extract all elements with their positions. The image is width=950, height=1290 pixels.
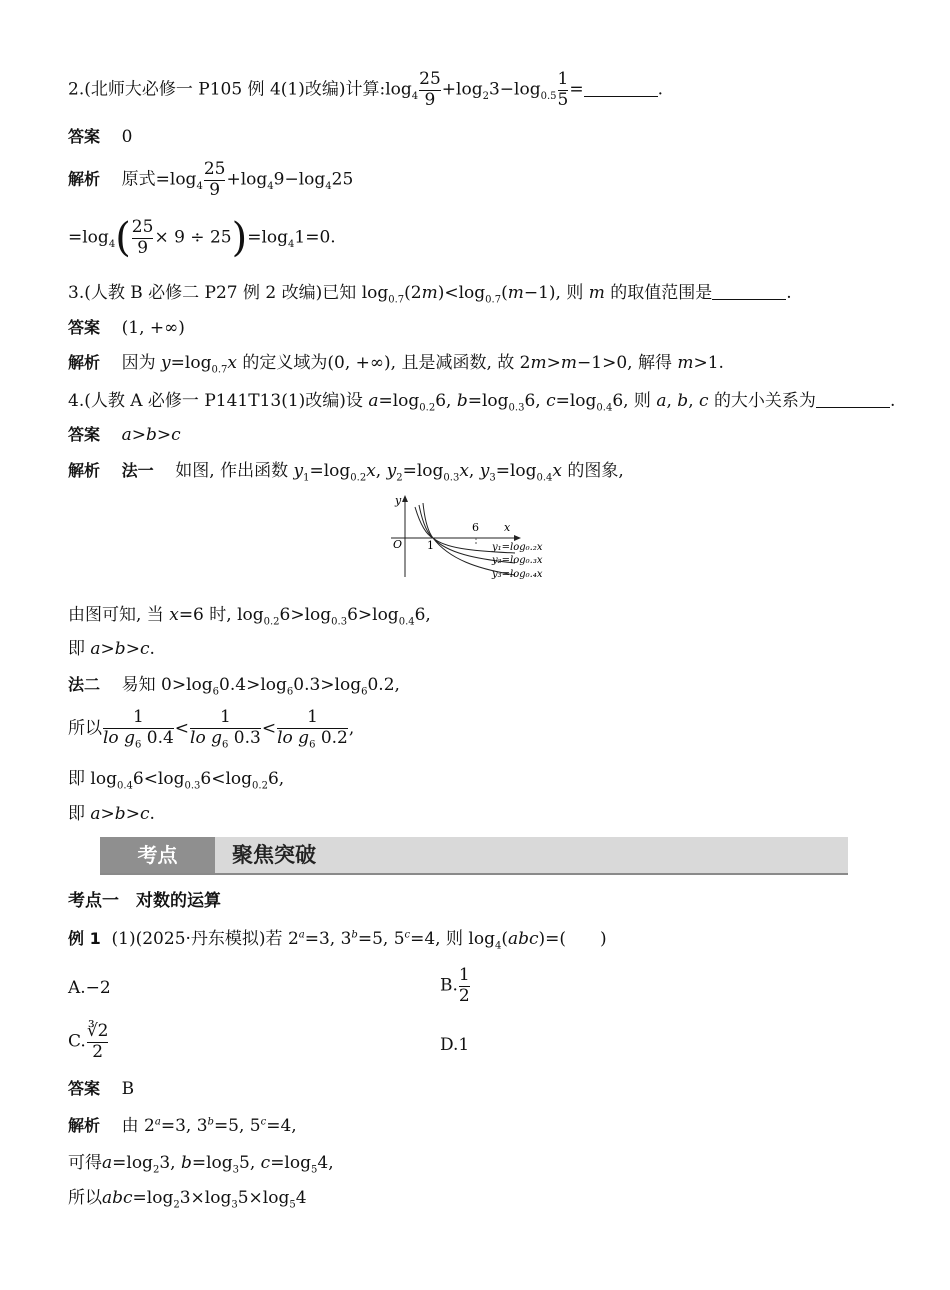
option-c: C. $\frac{∛2}{2}$ bbox=[68, 1021, 109, 1062]
section-title: 聚焦突破 bbox=[232, 843, 316, 867]
q2-answer: 答案 0 bbox=[68, 127, 133, 147]
q3-line: 3.(人教 B 必修二 P27 例 2 改编)已知 $\log_{0.7}(2m)<\log_{0.7}(m-1)$, 则 m 的取值范围是 . bbox=[68, 283, 792, 306]
q4-conclusion-1: 由图可知, 当 x=6 时, $\log_{0.2}6>\log_{0.3}6>\log_{0.4}6$, bbox=[68, 605, 431, 628]
q4-method2-fractions: 所以 $\frac{1}{lo g_6 0.4}$ < $\frac{1}{lo g_6 0.3}$ < $\frac{1}{lo g_6 0.2}$ , bbox=[68, 707, 355, 750]
svg-text:6: 6 bbox=[472, 521, 479, 534]
svg-text:x: x bbox=[504, 521, 511, 534]
q4-explanation: 解析 法一 如图, 作出函数 $y_1=\log_{0.2}x$, $y_2=\log_{0.3}x$, $y_3=\log_{0.4}x$ 的图象, bbox=[68, 461, 624, 484]
q4-method2-conclusion: 即 a>b>c. bbox=[68, 804, 155, 824]
svg-text:y₂=log₀.₃x: y₂=log₀.₃x bbox=[492, 555, 543, 566]
q3-explanation: 解析 因为 $y=\log_{0.7}x$ 的定义域为(0, +∞), 且是减函数, 故 2m>m−1>0, 解得 m>1. bbox=[68, 353, 724, 376]
q2-explanation: 解析 原式$=\log_4$ $\frac{25}{9}$ $+\log_49-\log_425$ bbox=[68, 159, 354, 200]
svg-text:O: O bbox=[393, 538, 403, 551]
answer-blank bbox=[816, 390, 890, 408]
q2-line: 2.(北师大必修一 P105 例 4(1)改编)计算$:\log_4$ $\frac{25}{9}$ $+\log_23-\log_{0.5}$ $\frac{1}{5}$ = . bbox=[68, 69, 663, 110]
ex1-explanation-3: 所以$abc=\log_23\times\log_35\times\log_54$ bbox=[68, 1188, 307, 1211]
example1: 例 1 (1)(2025·丹东模拟)若 $2^a=3$, $3^b=5$, $5^c=4$, 则 $\log_4(abc)=$( ) bbox=[68, 929, 607, 952]
log-graph bbox=[385, 493, 565, 585]
ex1-explanation: 解析 由 $2^a=3$, $3^b=5$, $5^c=4$, bbox=[68, 1116, 297, 1136]
option-d: D.1 bbox=[440, 1035, 470, 1055]
q4-conclusion-2: 即 a>b>c. bbox=[68, 639, 155, 659]
answer-blank bbox=[584, 79, 658, 97]
q4-method2: 法二 易知 $0>\log_60.4>\log_60.3>\log_60.2$, bbox=[68, 675, 400, 698]
svg-text:y: y bbox=[395, 494, 402, 507]
q2-explanation-line2: $=\log_4$( $\frac{25}{9}$ × $9 \div 25)=\log_41=0$. bbox=[68, 215, 336, 262]
kp1-title: 考点一 对数的运算 bbox=[68, 891, 221, 911]
svg-text:y₁=log₀.₂x: y₁=log₀.₂x bbox=[492, 542, 543, 553]
q4-line: 4.(人教 A 必修一 P141T13(1)改编)设 $a=\log_{0.2}6$, $b=\log_{0.3}6$, $c=\log_{0.4}6$, 则 a, b, c 的大小关系为 . bbox=[68, 391, 896, 414]
q4-answer: 答案 a>b>c bbox=[68, 425, 181, 445]
svg-text:1: 1 bbox=[427, 539, 434, 552]
answer-blank bbox=[712, 282, 786, 300]
section-header bbox=[100, 837, 848, 875]
svg-text:y₃=log₀.₄x: y₃=log₀.₄x bbox=[492, 569, 543, 580]
ex1-explanation-2: 可得$a=\log_23$, $b=\log_35$, $c=\log_54$, bbox=[68, 1153, 334, 1176]
section-tag: 考点 bbox=[100, 837, 215, 873]
option-a: A.−2 bbox=[68, 978, 111, 998]
ex1-answer: 答案 B bbox=[68, 1079, 135, 1099]
option-b: B. $\frac{1}{2}$ bbox=[440, 965, 470, 1006]
q4-method2-result: 即 $\log_{0.4}6<\log_{0.3}6<\log_{0.2}6$, bbox=[68, 769, 285, 792]
q3-answer: 答案 (1, +∞) bbox=[68, 318, 185, 338]
